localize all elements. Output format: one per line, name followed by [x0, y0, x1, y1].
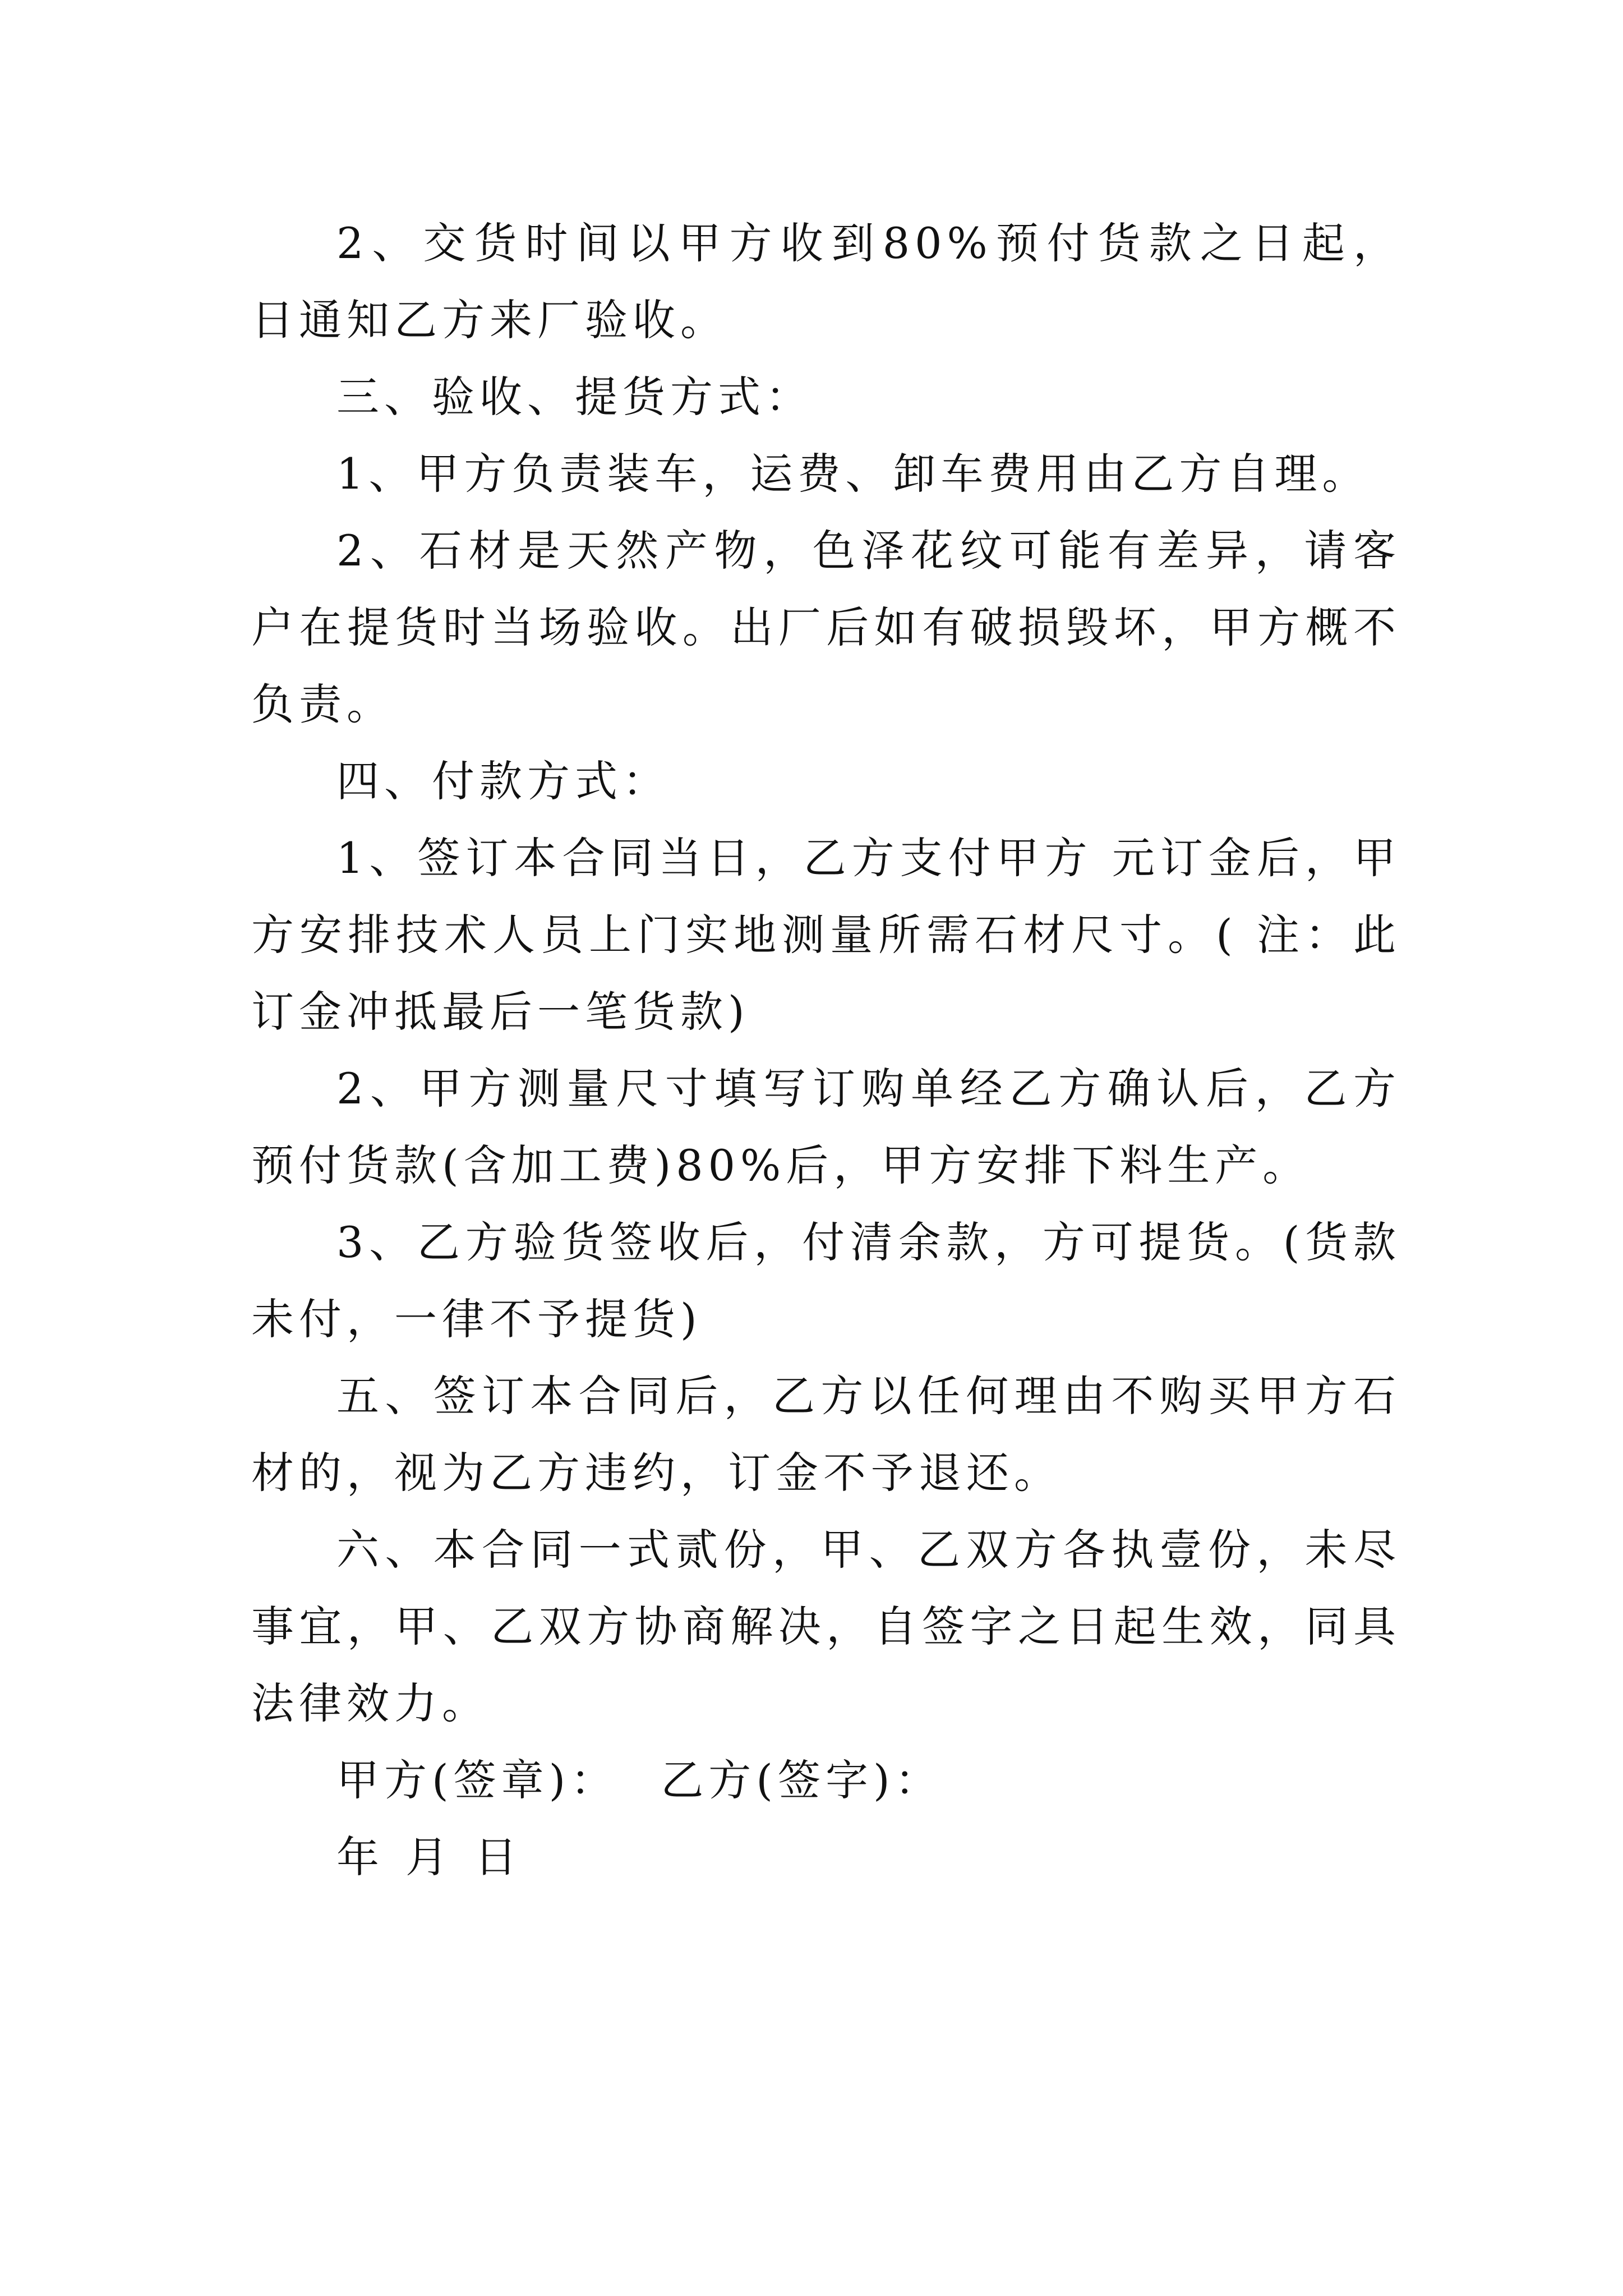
date-year-label: 年	[336, 1832, 384, 1882]
heading-payment-method: 四、付款方式：	[336, 756, 670, 806]
contract-body	[251, 205, 1401, 1895]
paragraph-delivery-time: 2、交货时间以甲方收到80%预付货款之日起， 日通知乙方来厂验收。	[251, 218, 1401, 345]
paragraph-deposit: 1、签订本合同当日，乙方支付甲方 元订金后，甲方安排技术人员上门实地测量所需石材尺寸。( 注：此订金冲抵最后一笔货款)	[251, 833, 1401, 1037]
paragraph-copies-effect: 六、本合同一式贰份，甲、乙双方各执壹份，未尽事宜，甲、乙双方协商解决，自签字之日起生效，同具法律效力。	[251, 1525, 1401, 1728]
paragraph-breach: 五、签订本合同后，乙方以任何理由不购买甲方石材的，视为乙方违约，订金不予退还。	[251, 1371, 1401, 1498]
party-a-signature-label: 甲方(签章)：	[336, 1755, 619, 1805]
signature-line	[251, 1742, 1401, 1819]
date-month-label: 月	[405, 1832, 453, 1882]
party-b-signature-label: 乙方(签字)：	[661, 1755, 943, 1805]
date-line	[251, 1819, 1401, 1895]
paragraph-prepayment: 2、甲方测量尺寸填写订购单经乙方确认后，乙方预付货款(含加工费)80%后，甲方安排下料生产。	[251, 1064, 1401, 1190]
date-day-label: 日	[474, 1832, 522, 1882]
heading-inspection-pickup: 三、验收、提货方式：	[336, 372, 813, 422]
paragraph-stone-variation: 2、石材是天然产物，色泽花纹可能有差异，请客户在提货时当场验收。出厂后如有破损毁坏，甲方概不负责。	[251, 526, 1401, 729]
paragraph-loading-costs: 1、甲方负责装车，运费、卸车费用由乙方自理。	[336, 449, 1370, 499]
paragraph-final-payment: 3、乙方验货签收后，付清余款，方可提货。(货款未付，一律不予提货)	[251, 1217, 1401, 1344]
